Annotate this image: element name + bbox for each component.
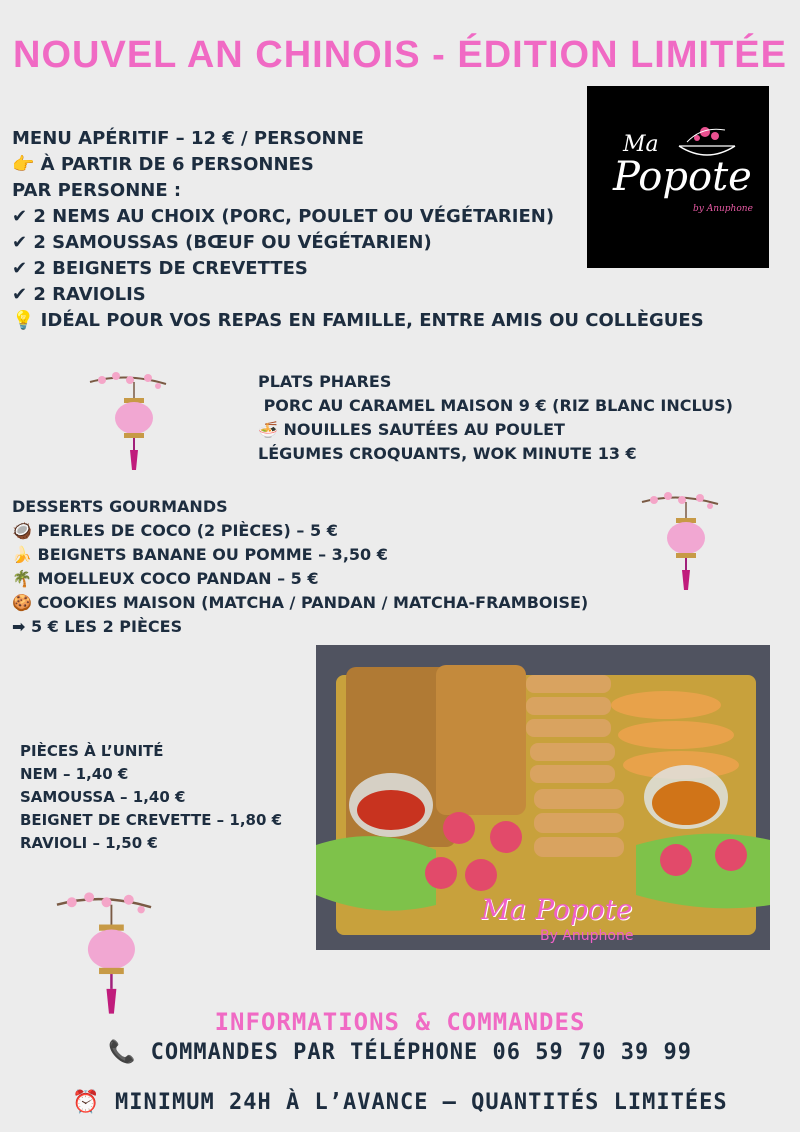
unite-line: RAVIOLI – 1,50 €: [20, 834, 158, 852]
lantern-icon: [52, 886, 156, 1020]
aperitif-line: ✔ 2 BEIGNETS DE CREVETTES: [12, 258, 308, 279]
ma-popote-logo: [587, 86, 769, 268]
platter-photo: [316, 645, 770, 950]
logo-by: by Anuphone: [693, 204, 753, 214]
plats-line: 🍜 NOUILLES SAUTÉES AU POULET: [258, 420, 565, 439]
lantern-icon: [638, 488, 722, 594]
desserts-line: ➡ 5 € LES 2 PIÈCES: [12, 617, 183, 636]
clock-icon: ⏰: [72, 1090, 101, 1115]
desserts-line: 🌴 MOELLEUX COCO PANDAN – 5 €: [12, 569, 319, 588]
unite-line: PIÈCES À L’UNITÉ: [20, 742, 164, 760]
phone-icon: 📞: [108, 1040, 137, 1065]
aperitif-line: 💡 IDÉAL POUR VOS REPAS EN FAMILLE, ENTRE AMIS OU COLLÈGUES: [12, 310, 704, 331]
logo-ma: Ma: [623, 132, 659, 157]
minimum-text: MINIMUM 24H À L’AVANCE – QUANTITÉS LIMITÉES: [115, 1090, 728, 1115]
phone-line: [0, 1040, 800, 1065]
desserts-line: 🥥 PERLES DE COCO (2 PIÈCES) – 5 €: [12, 521, 338, 540]
info-title: INFORMATIONS & COMMANDES: [214, 1008, 586, 1036]
aperitif-line: PAR PERSONNE :: [12, 180, 182, 201]
unite-line: SAMOUSSA – 1,40 €: [20, 788, 186, 806]
plats-line: PORC AU CARAMEL MAISON 9 € (RIZ BLANC INCLUS): [258, 396, 733, 415]
aperitif-line: ✔ 2 SAMOUSSAS (BŒUF OU VÉGÉTARIEN): [12, 232, 432, 253]
aperitif-line: ✔ 2 NEMS AU CHOIX (PORC, POULET OU VÉGÉTARIEN): [12, 206, 555, 227]
page-title: NOUVEL AN CHINOIS - ÉDITION LIMITÉE: [13, 34, 787, 76]
minimum-line: [0, 1090, 800, 1115]
logo-popote: Popote: [613, 154, 752, 200]
phone-text: COMMANDES PAR TÉLÉPHONE 06 59 70 39 99: [150, 1040, 692, 1065]
unite-line: BEIGNET DE CREVETTE – 1,80 €: [20, 811, 283, 829]
unite-section: [20, 740, 282, 855]
unite-line: NEM – 1,40 €: [20, 765, 129, 783]
desserts-line: DESSERTS GOURMANDS: [12, 497, 228, 516]
plats-line: LÉGUMES CROQUANTS, WOK MINUTE 13 €: [258, 444, 637, 463]
aperitif-line: 👉 À PARTIR DE 6 PERSONNES: [12, 154, 314, 175]
desserts-line: 🍌 BEIGNETS BANANE OU POMME – 3,50 €: [12, 545, 388, 564]
desserts-line: 🍪 COOKIES MAISON (MATCHA / PANDAN / MATCHA-FRAMBOISE): [12, 593, 589, 612]
plats-section: [258, 370, 733, 466]
desserts-section: [12, 495, 588, 639]
aperitif-line: MENU APÉRITIF – 12 € / PERSONNE: [12, 128, 364, 149]
plats-line: PLATS PHARES: [258, 372, 392, 391]
photo-brand: Ma Popote: [481, 893, 633, 926]
lantern-icon: [86, 368, 170, 474]
photo-brand-by: By Anuphone: [540, 928, 634, 944]
aperitif-line: ✔ 2 RAVIOLIS: [12, 284, 146, 305]
